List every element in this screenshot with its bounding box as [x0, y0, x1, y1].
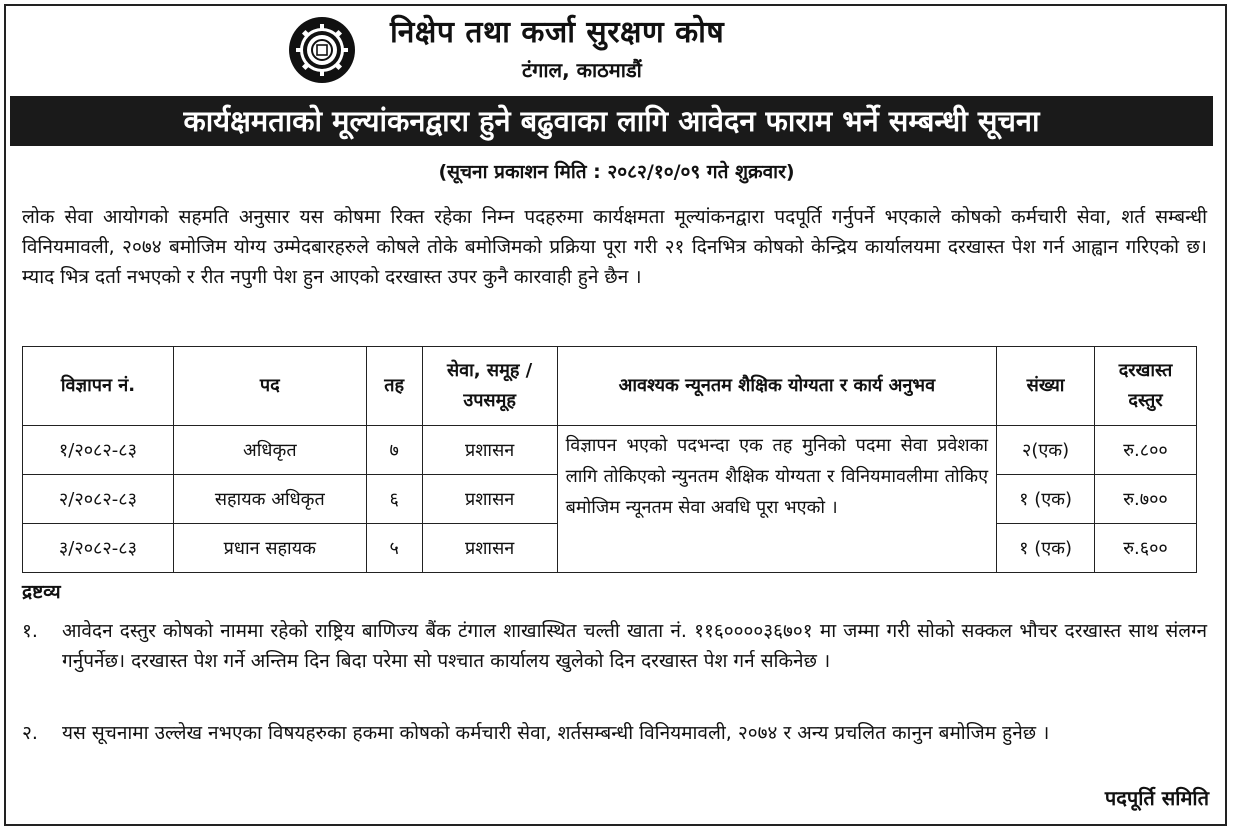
organization-seal-icon: [288, 16, 356, 84]
cell-count: २(एक): [997, 426, 1095, 475]
cell-service: प्रशासन: [422, 475, 557, 524]
cell-level: ५: [366, 524, 422, 573]
cell-post: अधिकृत: [173, 426, 366, 475]
cell-level: ७: [366, 426, 422, 475]
cell-count: १ (एक): [997, 475, 1095, 524]
cell-qualification: विज्ञापन भएको पदभन्दा एक तह मुनिको पदमा सेवा प्रवेशका लागि तोकिएको न्युनतम शैक्षिक योग्यता र विनियमावलीमा तोकिए बमोजिम न्यूनतम सेवा अवधि पूरा भएको ।: [557, 426, 997, 573]
notes-heading: द्रष्टव्य: [22, 581, 61, 603]
notice-header: [0, 0, 1233, 96]
header-fee: दरखास्त दस्तुर: [1095, 347, 1197, 426]
note-item-1: [22, 616, 1207, 676]
cell-count: १ (एक): [997, 524, 1095, 573]
header-qualification: आवश्यक न्यूनतम शैक्षिक योग्यता र कार्य अनुभव: [557, 347, 997, 426]
cell-post: सहायक अधिकृत: [173, 475, 366, 524]
cell-post: प्रधान सहायक: [173, 524, 366, 573]
cell-fee: रु.८००: [1095, 426, 1197, 475]
note-number: १.: [22, 620, 38, 642]
organization-address: टंगाल, काठमाडौं: [522, 58, 642, 82]
cell-fee: रु.७००: [1095, 475, 1197, 524]
cell-level: ६: [366, 475, 422, 524]
table-row: [23, 426, 1197, 475]
header-adv-no: विज्ञापन नं.: [23, 347, 174, 426]
header-level: तह: [366, 347, 422, 426]
note-text: आवेदन दस्तुर कोषको नाममा रहेको राष्ट्रिय बाणिज्य बैंक टंगाल शाखास्थित चल्ती खाता नं. ११६००००३६७०१ मा जम्मा गरी सोको सक्कल भौचर दरखास्त साथ संलग्न गर्नुपर्नेछ। दरखास्त पेश गर्ने अन्तिम दिन बिदा परेमा सो पश्चात कार्यालय खुलेको दिन दरखास्त पेश गर्न सकिनेछ ।: [62, 620, 1207, 672]
table-header-row: [23, 347, 1197, 426]
cell-service: प्रशासन: [422, 524, 557, 573]
cell-adv-no: २/२०८२-८३: [23, 475, 174, 524]
note-text: यस सूचनामा उल्लेख नभएका विषयहरुका हकमा कोषको कर्मचारी सेवा, शर्तसम्बन्धी विनियमावली, २०७४ र अन्य प्रचलित कानुन बमोजिम हुनेछ ।: [62, 722, 1050, 744]
cell-adv-no: ३/२०८२-८३: [23, 524, 174, 573]
note-item-2: [22, 718, 1207, 748]
cell-adv-no: १/२०८२-८३: [23, 426, 174, 475]
cell-fee: रु.६००: [1095, 524, 1197, 573]
header-service: सेवा, समूह /उपसमूह: [422, 347, 557, 426]
publication-date: (सूचना प्रकाशन मिति : २०८२/१०/०९ गते शुक्रवार): [438, 161, 795, 183]
cell-service: प्रशासन: [422, 426, 557, 475]
notice-title-banner: कार्यक्षमताको मूल्यांकनद्वारा हुने बढुवाका लागि आवेदन फाराम भर्ने सम्बन्धी सूचना: [10, 96, 1213, 146]
note-number: २.: [22, 722, 38, 744]
signature-committee: पदपूर्ति समिति: [1104, 786, 1209, 810]
header-count: संख्या: [997, 347, 1095, 426]
header-post: पद: [173, 347, 366, 426]
organization-name: निक्षेप तथा कर्जा सुरक्षण कोष: [390, 15, 725, 50]
intro-paragraph: लोक सेवा आयोगको सहमति अनुसार यस कोषमा रिक्त रहेका निम्न पदहरुमा कार्यक्षमता मूल्यांकनद्वारा पदपूर्ति गर्नुपर्ने भएकाले कोषको कर्मचारी सेवा, शर्त सम्बन्धी विनियमावली, २०७४ बमोजिम योग्य उम्मेदबारहरुले कोषले तोके बमोजिमको प्रक्रिया पूरा गरी २१ दिनभित्र कोषको केन्द्रिय कार्यालयमा दरखास्त पेश गर्न आह्वान गरिएको छ। म्याद भित्र दर्ता नभएको र रीत नपुगी पेश हुन आएको दरखास्त उपर कुनै कारवाही हुने छैन ।: [22, 206, 1207, 288]
vacancy-table: [22, 346, 1197, 573]
